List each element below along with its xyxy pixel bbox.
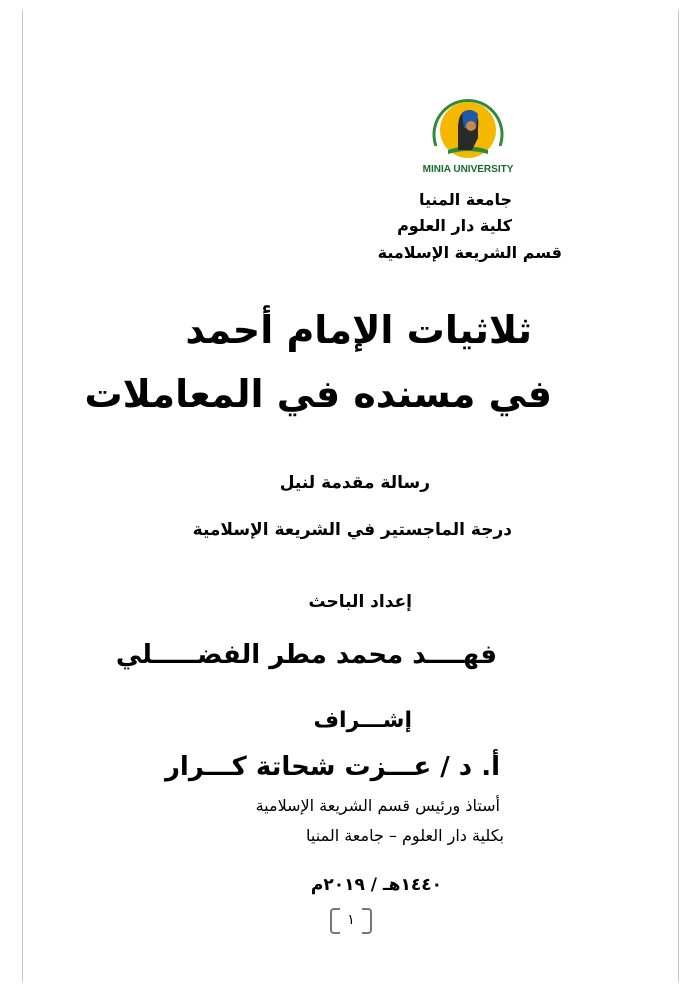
university-name: جامعة المنيا	[418, 190, 512, 209]
researcher-name: فهــــد محمد مطر الفضـــــلي	[115, 640, 497, 670]
supervisor-affiliation: بكلية دار العلوم – جامعة المنيا	[306, 826, 504, 845]
university-logo	[418, 88, 518, 178]
thesis-line-1: رسالة مقدمة لنيل	[279, 473, 430, 493]
page-number: ١	[347, 912, 355, 928]
bracket-left-icon	[330, 908, 340, 934]
department-name: قسم الشريعة الإسلامية	[377, 243, 562, 262]
bracket-right-icon	[362, 908, 372, 934]
researcher-label: إعداد الباحث	[308, 592, 412, 612]
page-number-box	[330, 908, 372, 932]
supervision-label: إشـــراف	[313, 708, 412, 733]
title-line-2: في مسنده في المعاملات	[84, 372, 552, 416]
faculty-name: كلية دار العلوم	[397, 216, 512, 235]
thesis-line-2: درجة الماجستير في الشريعة الإسلامية	[192, 520, 512, 540]
date: ١٤٤٠هـ / ٢٠١٩م	[310, 875, 442, 895]
logo-caption: MINIA UNIVERSITY	[422, 164, 514, 175]
supervisor-name: أ. د / عـــزت شحاتة كـــرار	[164, 752, 500, 782]
title-line-1: ثلاثيات الإمام أحمد	[185, 308, 532, 352]
supervisor-role: أستاذ ورئيس قسم الشريعة الإسلامية	[255, 796, 500, 815]
